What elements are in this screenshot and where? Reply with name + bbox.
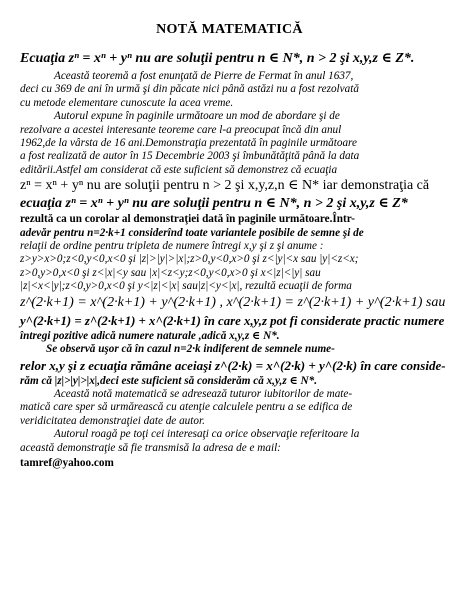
text-line: Autorul roagă pe toţi cei interesaţi ca orice observaţie referitoare la <box>54 428 360 441</box>
text-line: relaţii de ordine pentru tripleta de numere întregi x,y şi z şi anume : <box>20 240 324 253</box>
equation-line: relor x,y şi z ecuaţia rămâne aceiaşi z^(2·k) = x^(2·k) + y^(2·k) în care conside- <box>20 357 446 373</box>
text-line: matică care sper să urmărească cu atenţie calculele pentru a se edifica de <box>20 401 353 414</box>
text-line: Autorul expune în paginile următoare un mod de abordare şi de <box>54 110 340 123</box>
text-line: cu metode elementare cunoscute la acea vreme. <box>20 96 234 109</box>
equation-line: z^(2·k+1) = x^(2·k+1) + y^(2·k+1) , x^(2·k+1) = z^(2·k+1) + y^(2·k+1) sau <box>20 294 446 310</box>
page-title: NOTĂ MATEMATICĂ <box>156 22 303 37</box>
text-line: editării.Astfel am considerat că este suficient să demonstrez că ecuaţia <box>20 163 338 176</box>
text-line: rezolvare a acestei interesante teoreme care l-a preocupat încă din anul <box>20 123 342 136</box>
equation-line: y^(2·k+1) = z^(2·k+1) + x^(2·k+1) în care x,y,z pot fi considerate practic numere <box>20 313 445 328</box>
text-line: întregi pozitive adică numere naturale ,adică x,y,z ∈ N*. <box>20 329 280 342</box>
text-line: Această notă matematică se adresează tuturor iubitorilor de mate- <box>54 387 353 400</box>
text-line: |z|<x<|y|;z<0,y>0,x<0 şi y<|z|<|x| sau|z|<y<|x|, rezultă ecuaţii de forma <box>20 280 352 293</box>
text-line: deci cu 369 de ani în urmă şi din păcate nici până astăzi nu a fost rezolvată <box>20 83 359 96</box>
text-line: z>0,y>0,x<0 şi z<|x|<y sau |x|<z<y;z<0,y<0,x>0 şi x<|z|<|y| sau <box>20 266 321 279</box>
text-line: a fost realizată de autor în 15 Decembrie 2003 şi îmbunătăţită până la data <box>20 150 360 163</box>
text-line: rezultă ca un corolar al demonstraţiei dată în paginile următoare.Într- <box>20 213 355 226</box>
equation-line: zⁿ = xⁿ + yⁿ nu are soluţii pentru n > 2 şi x,y,z,n ∈ N* iar demonstraţia că <box>20 178 430 194</box>
email-address: tamref@yahoo.com <box>20 456 114 469</box>
text-line: adevăr pentru n=2·k+1 considerînd toate variantele posibile de semne şi de <box>20 226 364 239</box>
text-line: z>y>x>0;z<0,y<0,x<0 şi |z|>|y|>|x|;z>0,y<0,x>0 şi z<|y|<x sau |y|<z<x; <box>20 253 359 266</box>
text-line: veridicitatea demonstraţiei date de autor. <box>20 414 205 427</box>
equation-line: ecuaţia zⁿ = xⁿ + yⁿ nu are soluţii pentru n ∈ N*, n > 2 şi x,y,z ∈ Z* <box>20 196 408 212</box>
text-line: Această teoremă a fost enunţată de Pierre de Fermat în anul 1637, <box>54 70 354 82</box>
text-line: răm că |z|>|y|>|x|,deci este suficient să considerăm că x,y,z ∈ N*. <box>20 374 318 387</box>
text-line: 1962,de la vârsta de 16 ani.Demonstraţia prezentată în paginile următoare <box>20 137 357 150</box>
text-line: această demonstraţie să fie transmisă la adresa de e mail: <box>20 441 281 454</box>
text-line: Se observă uşor că în cazul n=2·k indiferent de semnele nume- <box>46 343 335 356</box>
theorem-statement: Ecuaţia zⁿ = xⁿ + yⁿ nu are soluţii pentru n ∈ N*, n > 2 şi x,y,z ∈ Z*. <box>20 51 415 66</box>
